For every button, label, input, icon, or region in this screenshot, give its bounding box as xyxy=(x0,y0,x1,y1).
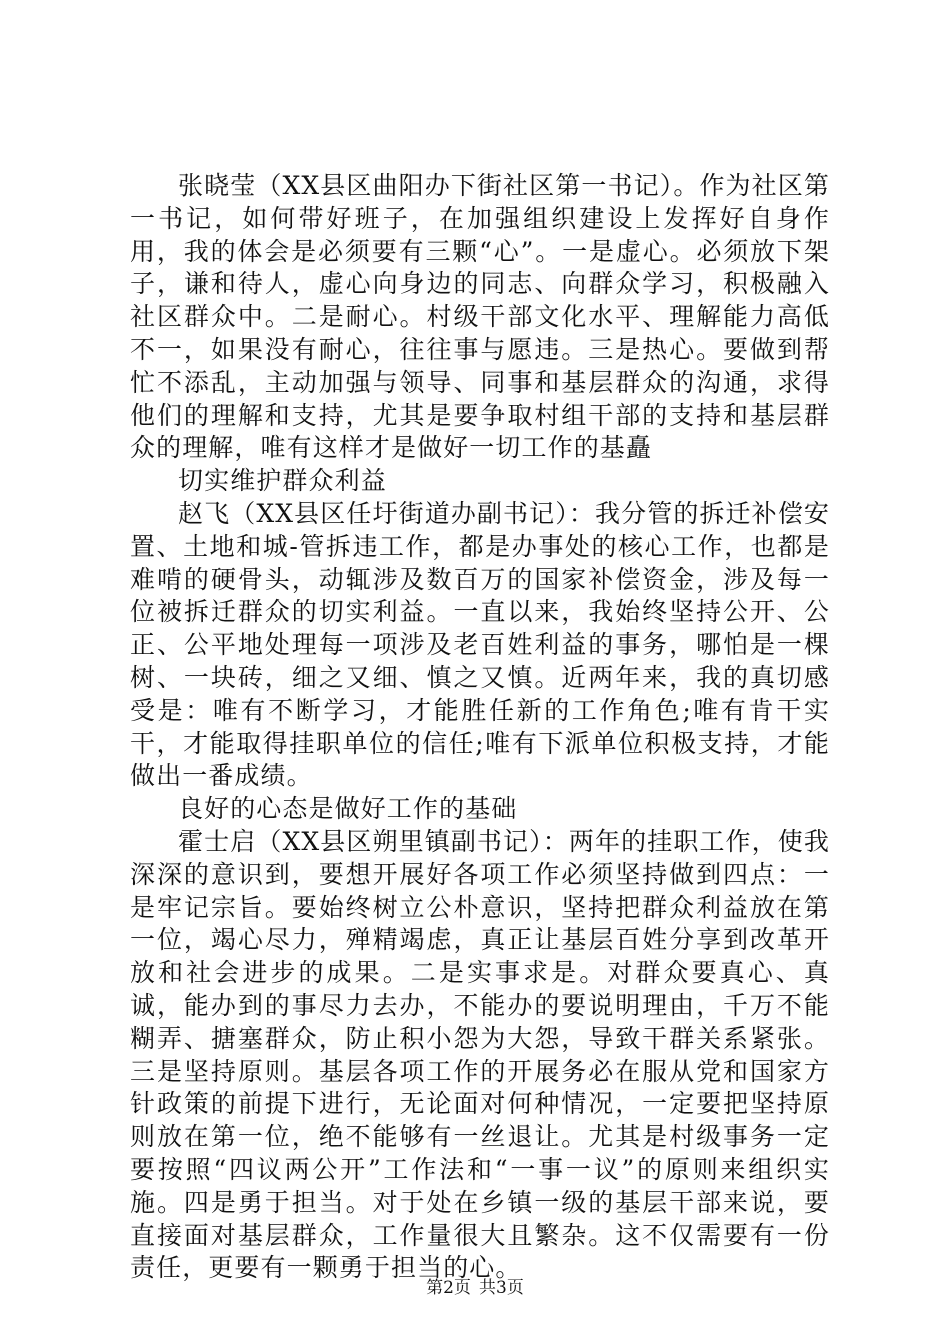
paragraph-zhang-xiaoying: 张晓莹（XX县区曲阳办下街社区第一书记）。作为社区第一书记，如何带好班子，在加强组织建设上发挥好自身作用，我的体会是必须要有三颗“心”。一是虚心。必须放下架子，谦和待人，虚心向身边的同志、向群众学习，积极融入社区群众中。二是耐心。村级干部文化水平、理解能力高低不一，如果没有耐心，往往事与愿违。三是热心。要做到帮忙不添乱，主动加强与领导、同事和基层群众的沟通，求得他们的理解和支持，尤其是要争取村组干部的支持和基层群众的理解，唯有这样才是做好一切工作的基矗 xyxy=(130,171,830,463)
page-footer xyxy=(0,1278,950,1298)
page-total: 共3页 xyxy=(479,1278,524,1298)
document-body xyxy=(130,170,830,1285)
paragraph-zhao-fei: 赵飞（XX县区任圩街道办副书记）：我分管的拆迁补偿安置、土地和城-管拆违工作，都是办事处的核心工作，也都是难啃的硬骨头，动辄涉及数百万的国家补偿资金，涉及每一位被拆迁群众的切实利益。一直以来，我始终坚持公开、公正、公平地处理每一项涉及老百姓利益的事务，哪怕是一棵树、一块砖，细之又细、慎之又慎。近两年来，我的真切感受是：唯有不断学习，才能胜任新的工作角色;唯有肯干实干，才能取得挂职单位的信任;唯有下派单位积极支持，才能做出一番成绩。 xyxy=(130,498,830,791)
section-heading-protect-interests: 切实维护群众利益 xyxy=(178,466,387,496)
paragraph-huo-shiqi: 霍士启（XX县区朔里镇副书记）：两年的挂职工作，使我深深的意识到，要想开展好各项工作必须坚持做到四点：一是牢记宗旨。要始终树立公朴意识，坚持把群众利益放在第一位，竭心尽力，殚精竭虑，真正让基层百姓分享到改革开放和社会进步的成果。二是实事求是。对群众要真心、真诚，能办到的事尽力去办，不能办的要说明理由，千万不能糊弄、搪塞群众，防止积小怨为大怨，导致干群关系紧张。三是坚持原则。基层各项工作的开展务必在服从党和国家方针政策的前提下进行，无论面对何种情况，一定要把坚持原则放在第一位，绝不能够有一丝退让。尤其是村级事务一定要按照“四议两公开”工作法和“一事一议”的原则来组织实施。四是勇于担当。对于处在乡镇一级的基层干部来说，要直接面对基层群众，工作量很大且繁杂。这不仅需要有一份责任，更要有一颗勇于担当的心。 xyxy=(130,826,830,1283)
page-number: 第2页 xyxy=(426,1278,471,1298)
section-heading-good-mindset: 良好的心态是做好工作的基础 xyxy=(178,794,518,824)
